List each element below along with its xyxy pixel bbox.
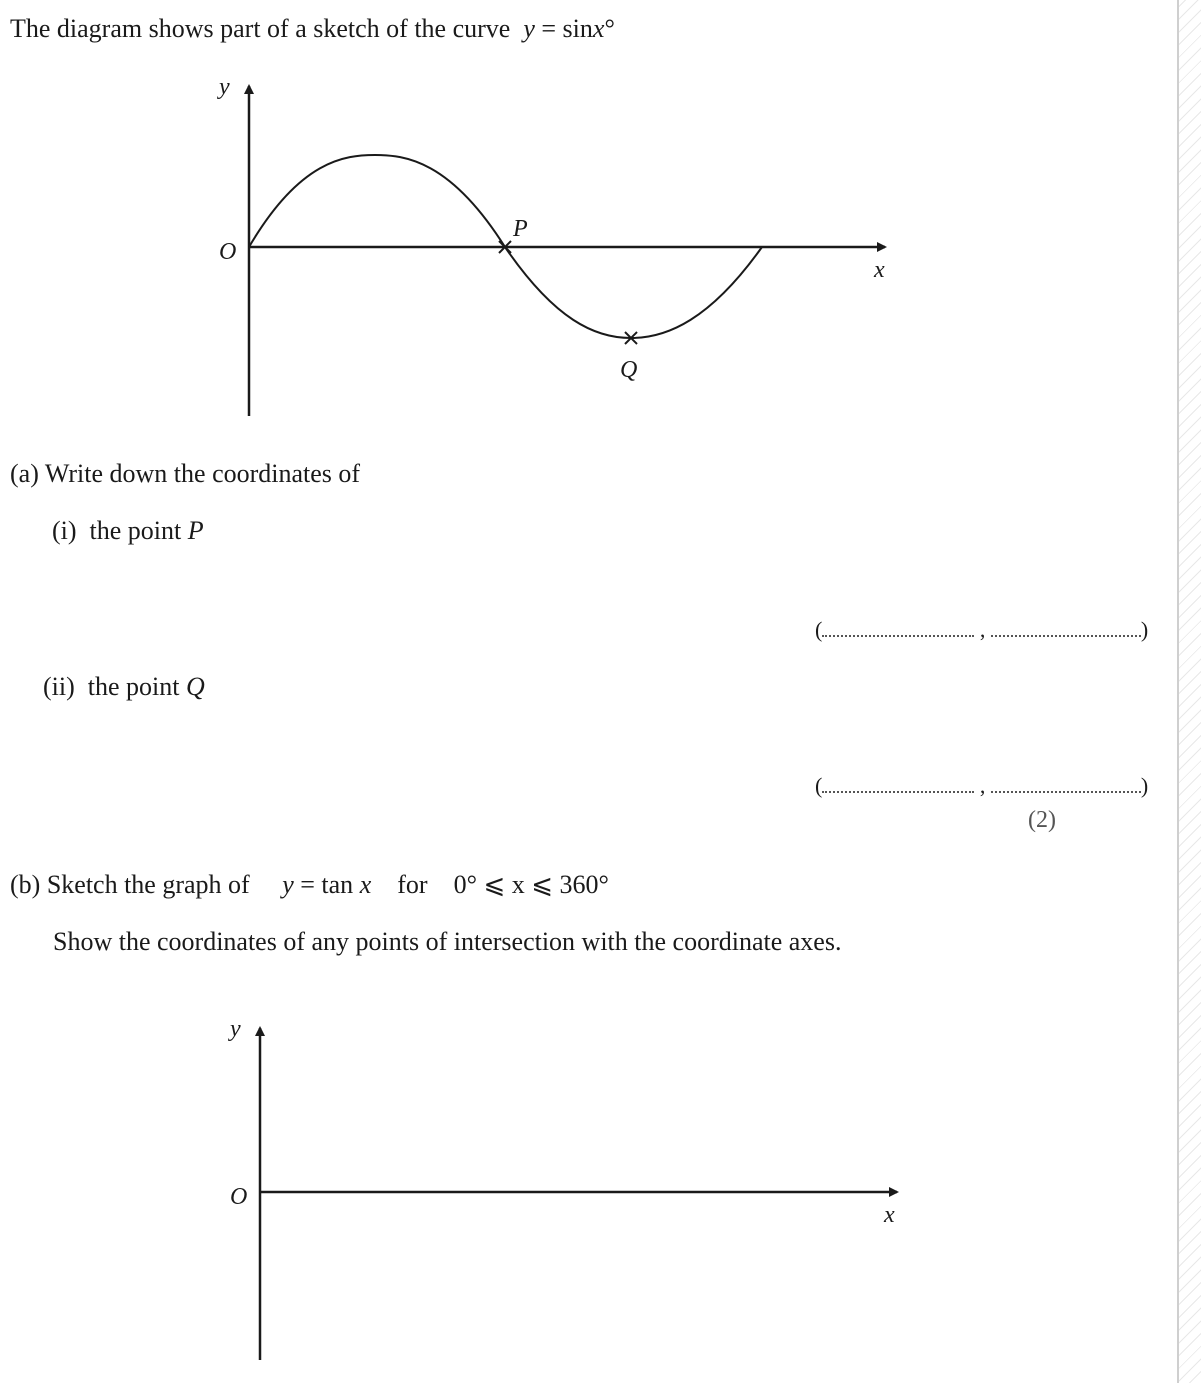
answer-p-coordinates[interactable]: ( , )	[815, 617, 1149, 642]
answer-q-coordinates[interactable]: ( , )	[815, 773, 1149, 798]
page-edge-border	[1177, 0, 1201, 1383]
intro-text: The diagram shows part of a sketch of the curve y = sinx°	[10, 14, 615, 43]
graph1-y-label: y	[219, 74, 230, 100]
part-a-intro: (a) Write down the coordinates of	[10, 459, 361, 488]
graph2-origin-label: O	[230, 1184, 248, 1210]
part-b-label: (b) Sketch the graph of y = tan x for 0° ⩽ x ⩽ 360°	[10, 870, 609, 899]
point-p-label: P	[513, 216, 528, 242]
marks-total: (2)	[1028, 807, 1056, 833]
part-a-i: (i) the point P	[52, 516, 204, 545]
part-b-instruction: Show the coordinates of any points of intersection with the coordinate axes.	[53, 927, 842, 956]
part-a-ii: (ii) the point Q	[43, 672, 205, 701]
point-q-label: Q	[620, 357, 638, 383]
graph1-x-label: x	[874, 257, 885, 283]
graph1-origin-label: O	[219, 239, 237, 265]
graph2-y-label: y	[230, 1016, 241, 1042]
graph2-x-label: x	[884, 1202, 895, 1228]
